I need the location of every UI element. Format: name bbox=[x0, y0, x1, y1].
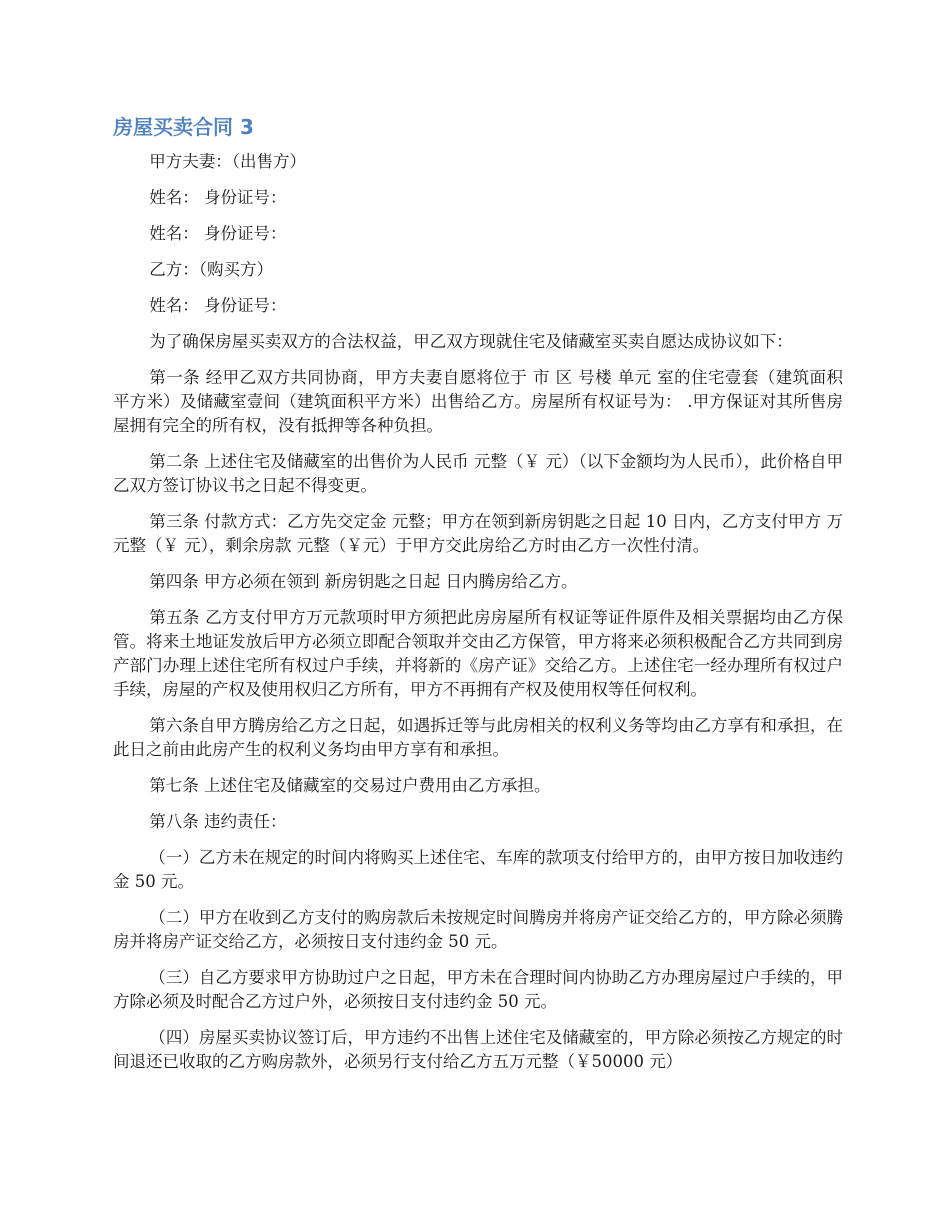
article-5: 第五条 乙方支付甲方万元款项时甲方须把此房房屋所有权证等证件原件及相关票据均由乙方保管。将来土地证发放后甲方必须立即配合领取并交由乙方保管，甲方将来必须积极配合乙方共同到房产部门办理上述住宅所有权过户手续，并将新的《房产证》交给乙方。上述住宅一经办理所有权过户手续，房屋的产权及使用权归乙方所有，甲方不再拥有产权及使用权等任何权利。 bbox=[113, 608, 843, 699]
article-8-clause-2: （二）甲方在收到乙方支付的购房款后未按规定时间腾房并将房产证交给乙方的，甲方除必须腾房并将房产证交给乙方，必须按日支付违约金 50 元。 bbox=[113, 908, 843, 951]
article-6: 第六条自甲方腾房给乙方之日起，如遇拆迁等与此房相关的权利义务等均由乙方享有和承担，在此日之前由此房产生的权利义务均由甲方享有和承担。 bbox=[113, 716, 843, 759]
party-a-name-line-2: 姓名： 身份证号： bbox=[149, 224, 287, 243]
party-b-heading: 乙方：（购买方） bbox=[149, 260, 274, 279]
article-8-heading: 第八条 违约责任： bbox=[149, 812, 287, 831]
article-1: 第一条 经甲乙双方共同协商，甲方夫妻自愿将位于 市 区 号楼 单元 室的住宅壹套（建筑面积 平方米）及储藏室壹间（建筑面积平方米）出售给乙方。房屋所有权证号为： .甲方保证对其所售房屋拥有完全的所有权，没有抵押等各种负担。 bbox=[113, 368, 843, 435]
preamble: 为了确保房屋买卖双方的合法权益，甲乙双方现就住宅及储藏室买卖自愿达成协议如下： bbox=[149, 332, 793, 351]
article-4: 第四条 甲方必须在领到 新房钥匙之日起 日内腾房给乙方。 bbox=[149, 572, 578, 591]
party-a-heading: 甲方夫妻：（出售方） bbox=[149, 152, 307, 171]
document-body bbox=[113, 150, 843, 1086]
article-8-clause-1: （一）乙方未在规定的时间内将购买上述住宅、车库的款项支付给甲方的，由甲方按日加收违约金 50 元。 bbox=[113, 848, 843, 891]
article-7: 第七条 上述住宅及储藏室的交易过户费用由乙方承担。 bbox=[149, 776, 551, 795]
party-b-name-line: 姓名： 身份证号： bbox=[149, 296, 287, 315]
article-2: 第二条 上述住宅及储藏室的出售价为人民币 元整（￥ 元）（以下金额均为人民币），此价格自甲乙双方签订协议书之日起不得变更。 bbox=[113, 452, 843, 495]
article-8-clause-4: （四）房屋买卖协议签订后，甲方违约不出售上述住宅及储藏室的，甲方除必须按乙方规定的时间退还已收取的乙方购房款外，必须另行支付给乙方五万元整（￥50000 元） bbox=[113, 1028, 843, 1071]
document-title: 房屋买卖合同 3 bbox=[113, 115, 254, 139]
article-3: 第三条 付款方式：乙方先交定金 元整；甲方在领到新房钥匙之日起 10 日内，乙方支付甲方 万元整（￥ 元），剩余房款 元整（￥元）于甲方交此房给乙方时由乙方一次性付清。 bbox=[113, 512, 843, 555]
party-a-name-line-1: 姓名： 身份证号： bbox=[149, 188, 287, 207]
article-8-clause-3: （三）自乙方要求甲方协助过户之日起，甲方未在合理时间内协助乙方办理房屋过户手续的，甲方除必须及时配合乙方过户外，必须按日支付违约金 50 元。 bbox=[113, 968, 843, 1011]
